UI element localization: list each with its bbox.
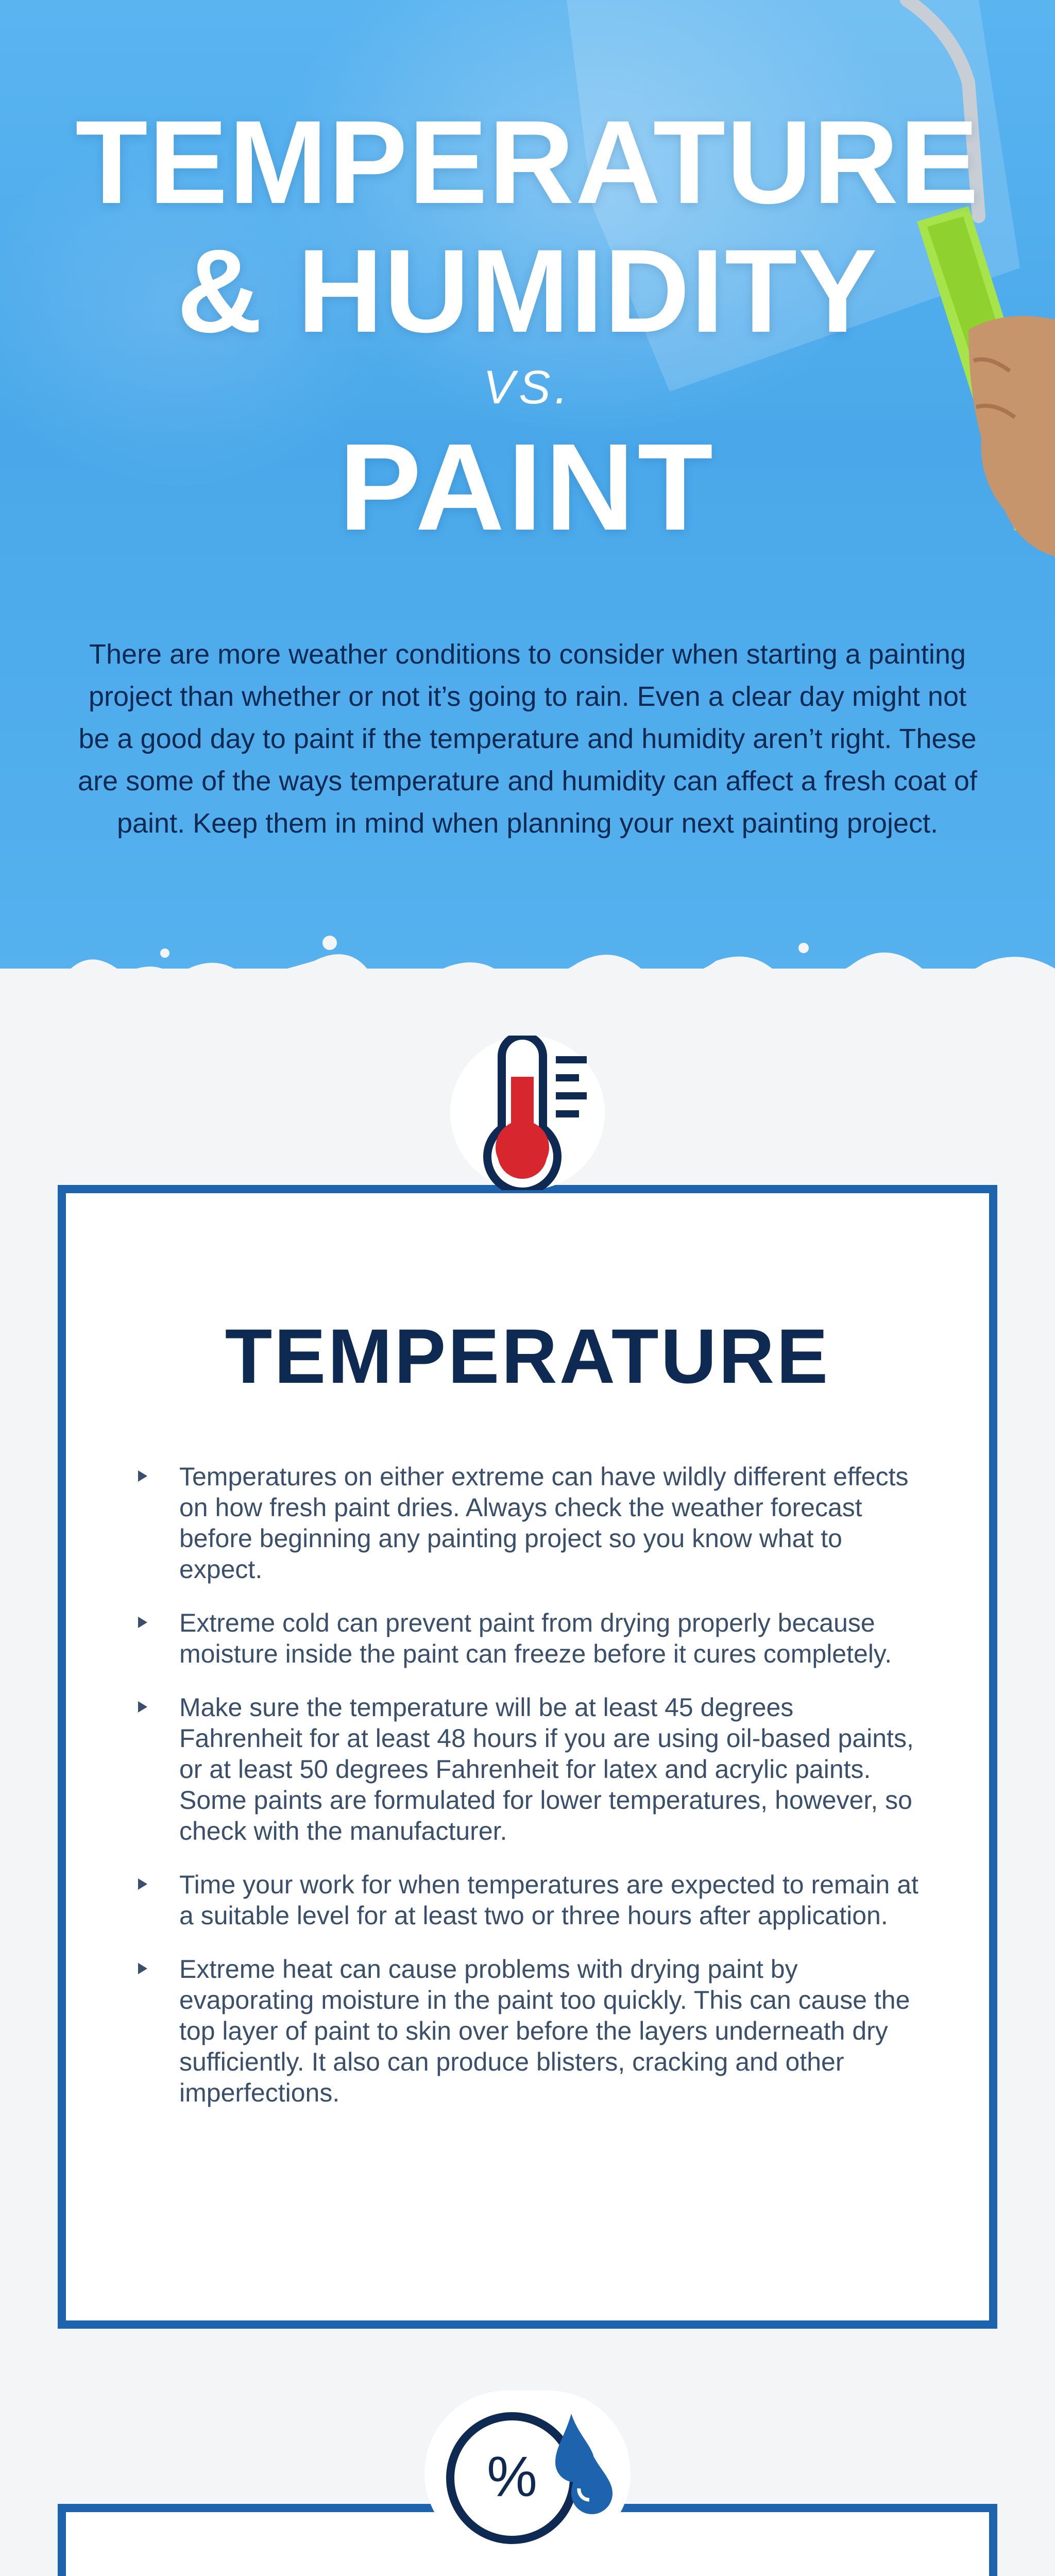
hero-title-line-2: & HUMIDITY — [177, 225, 878, 357]
temperature-bullet: Make sure the temperature will be at least 45 degrees Fahrenheit for at least 48 hours if you are using oil-based paints, or at least 50 degrees Fahrenheit for latex and acrylic paints. Some paints are formulated for lower temperatures, however, so check with the manufacturer. — [138, 1692, 921, 1846]
bullet-arrow-icon — [138, 1963, 147, 1974]
hero-intro-text: There are more weather conditions to consider when starting a painting project than whether or not it’s going to rain. Even a clear day might not be a good day to paint if the temperature and humidity aren’t right. These are some of the ways temperature and humidity can affect a fresh coat of paint. Keep them in mind when planning your next painting project. — [78, 639, 977, 839]
hero-title — [0, 98, 1055, 355]
bullet-arrow-icon — [138, 1617, 147, 1628]
hero-subject: PAINT — [338, 418, 717, 556]
paint-splash-top — [0, 912, 1055, 1015]
temperature-card — [58, 1185, 997, 2329]
bullet-arrow-icon — [138, 1878, 147, 1890]
hero-title-line-1: TEMPERATURE — [75, 96, 980, 228]
thermometer-icon — [450, 1036, 605, 1190]
temperature-bullet-list — [138, 1461, 921, 2131]
percent-symbol: % — [487, 2445, 537, 2509]
hero-vs: VS. — [483, 361, 572, 414]
temperature-bullet: Temperatures on either extreme can have wildly different effects on how fresh paint dries. Always check the weather forecast before beginning any painting project so you know what to expect. — [138, 1461, 921, 1585]
humidity-icon-badge — [424, 2391, 631, 2555]
thermometer-icon-badge — [450, 1036, 605, 1190]
bullet-arrow-icon — [138, 1470, 147, 1482]
hero-section — [0, 0, 1055, 979]
temperature-title: TEMPERATURE — [225, 1313, 830, 1399]
bullet-arrow-icon — [138, 1701, 147, 1713]
humidity-percent-icon — [424, 2391, 631, 2555]
temperature-bullet: Extreme cold can prevent paint from drying properly because moisture inside the paint can freeze before it cures completely. — [138, 1607, 921, 1669]
temperature-bullet: Extreme heat can cause problems with drying paint by evaporating moisture in the paint too quickly. This can cause the top layer of paint to skin over before the layers underneath dry sufficiently. It also can produce blisters, cracking and other imperfections. — [138, 1954, 921, 2108]
temperature-bullet: Time your work for when temperatures are expected to remain at a suitable level for at least two or three hours after application. — [138, 1869, 921, 1931]
